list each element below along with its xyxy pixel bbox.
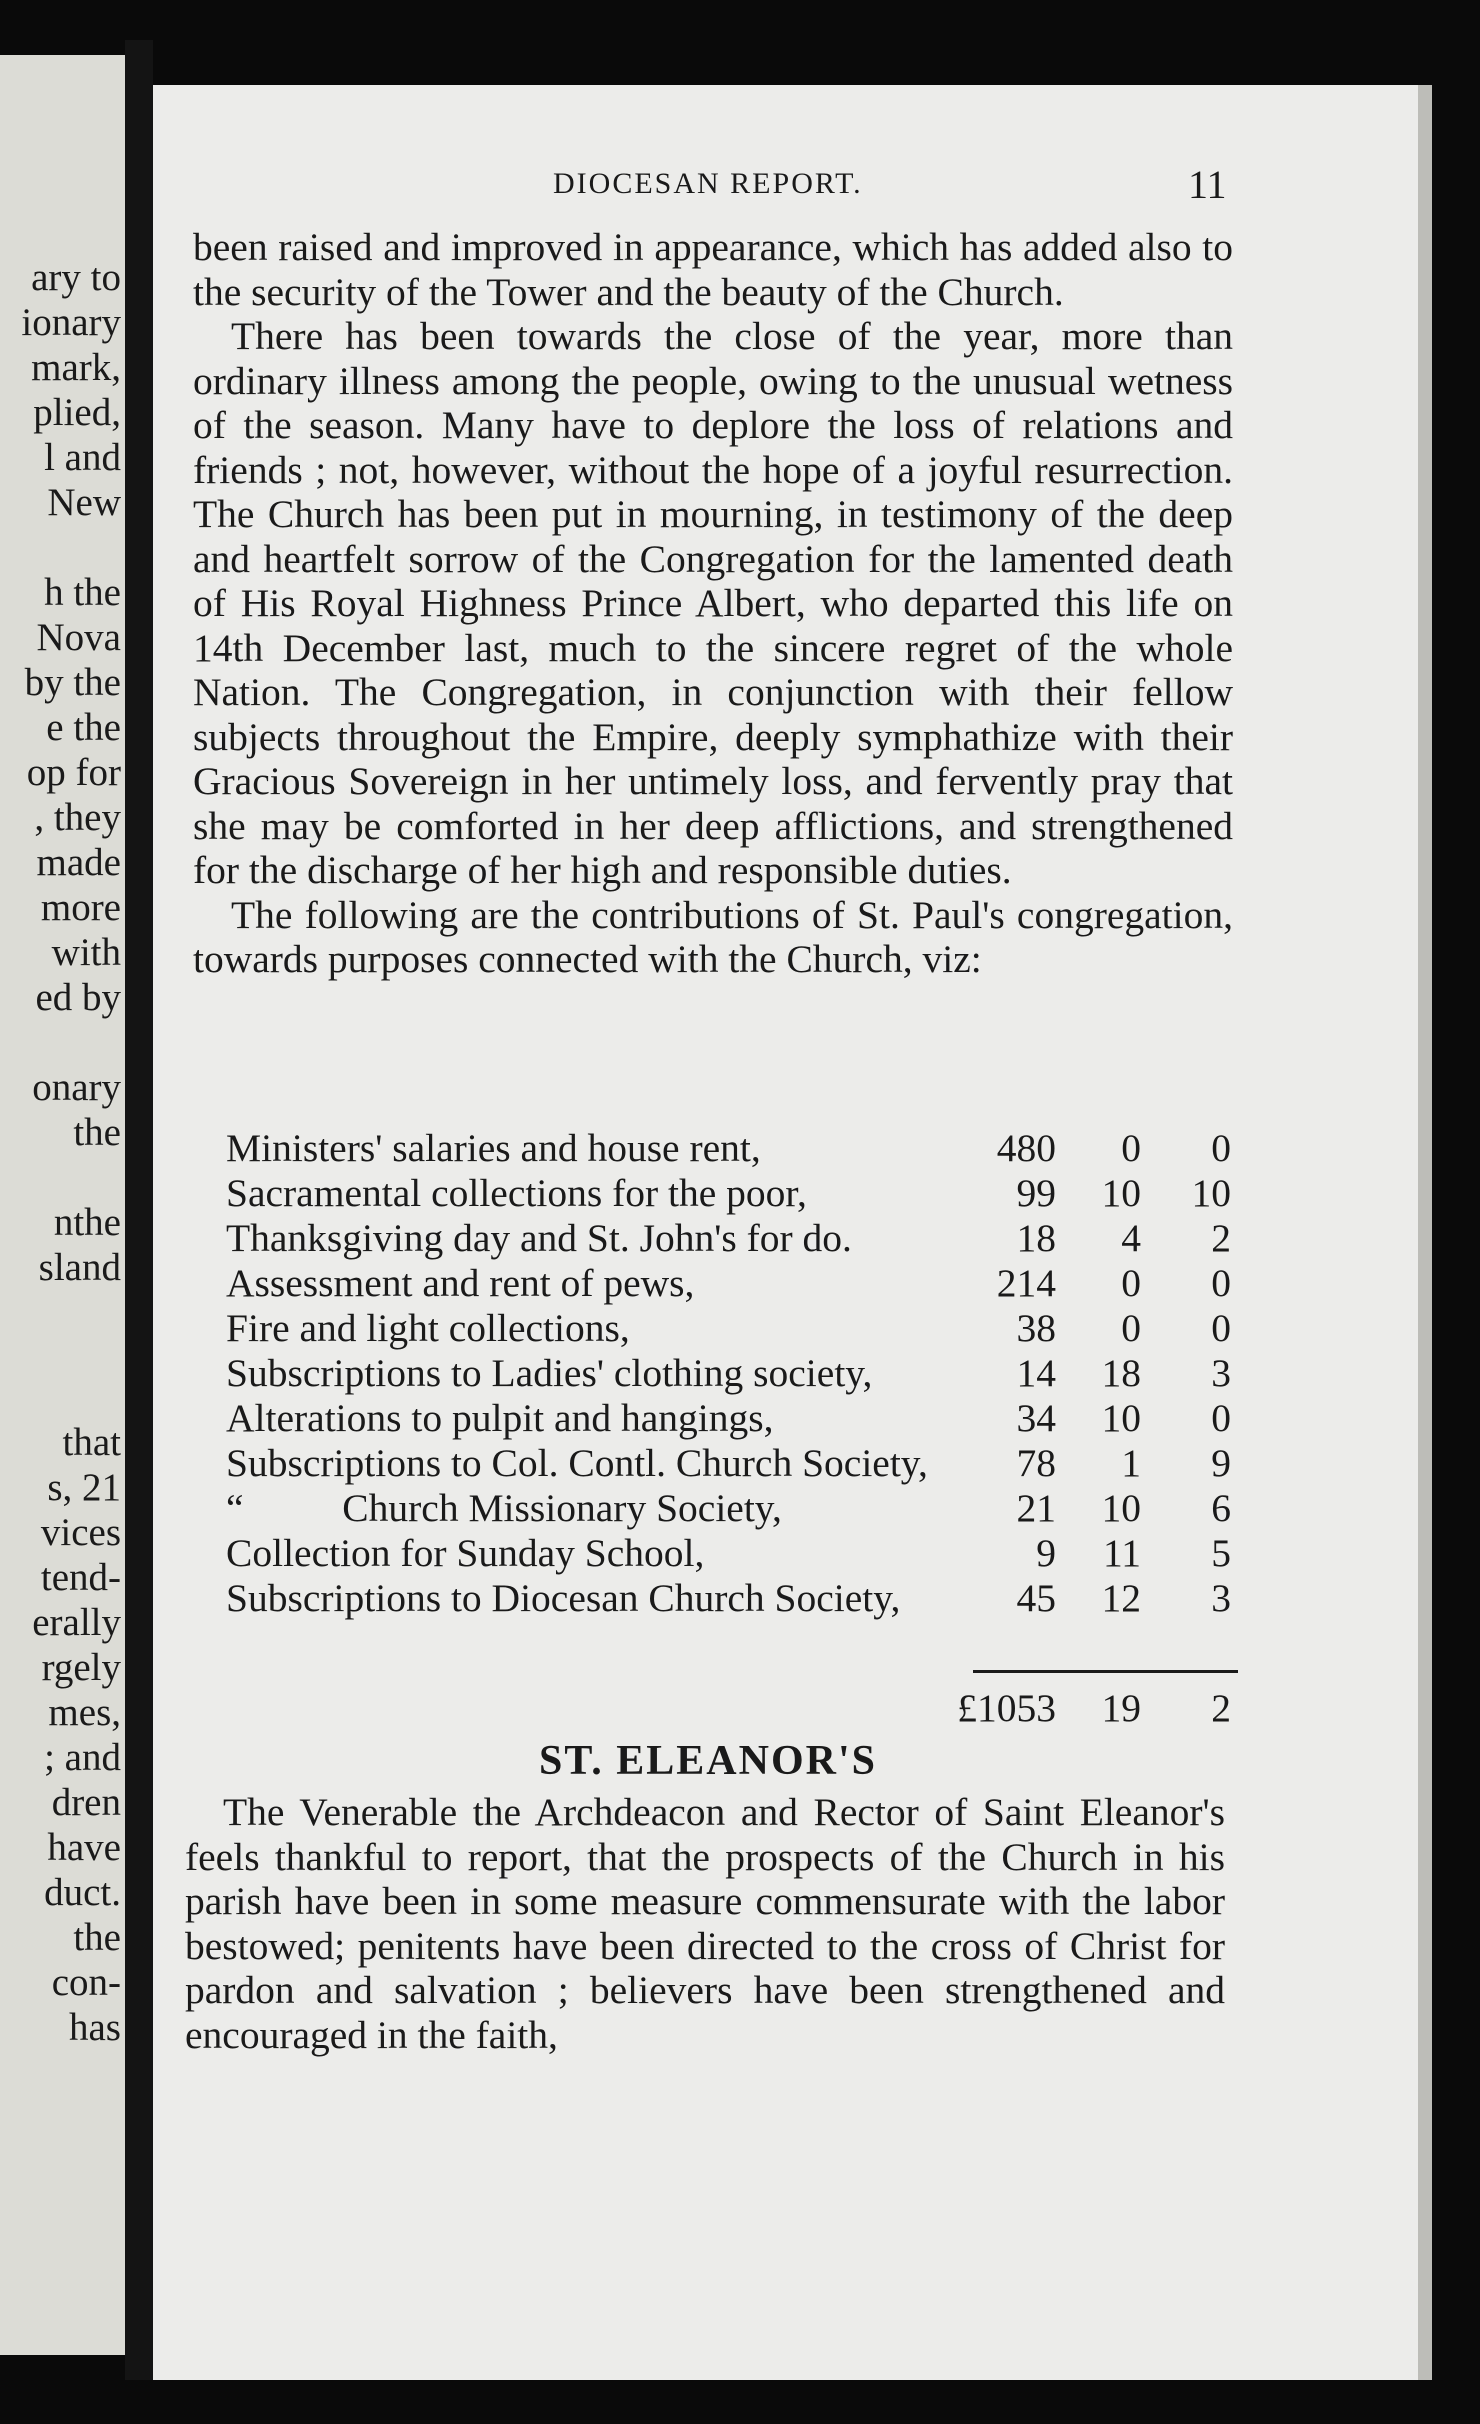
row-pence: 2	[1211, 1216, 1231, 1260]
facing-page-fragment: Nova	[36, 616, 121, 659]
row-pounds: 78	[1016, 1441, 1056, 1485]
paragraph: The Venerable the Archdeacon and Rector of Saint Eleanor's feels thankful to report, that the prospects of the Church in his parish have been in some measure commensurate with the labor bestowed; penitents have been directed to the cross of Christ for pardon and salvation ; believers have been strengthened and encouraged in the faith,	[185, 1790, 1225, 2057]
row-label: Ministers' salaries and house rent,	[226, 1126, 761, 1170]
row-label: Subscriptions to Diocesan Church Society,	[226, 1576, 901, 1620]
facing-page-fragment: has	[69, 2006, 121, 2049]
facing-page-fragment: , they	[34, 796, 121, 839]
row-pence: 5	[1211, 1531, 1231, 1575]
total-pounds: £1053	[957, 1686, 1056, 1730]
row-pence: 0	[1211, 1306, 1231, 1350]
row-pounds: 9	[1036, 1531, 1056, 1575]
facing-page-fragment: ed by	[35, 976, 121, 1019]
facing-page-fragment: sland	[38, 1246, 121, 1289]
facing-page-fragment: onary	[32, 1066, 121, 1109]
facing-page-edge	[0, 55, 125, 2355]
row-pounds: 21	[1016, 1486, 1056, 1530]
facing-page-fragment: with	[51, 931, 121, 974]
facing-page-fragment: rgely	[41, 1646, 121, 1689]
row-label: “ Church Missionary Society,	[226, 1486, 782, 1530]
row-pence: 9	[1211, 1441, 1231, 1485]
table-row	[226, 1485, 1231, 1531]
row-shillings: 10	[1101, 1171, 1141, 1215]
row-label: Subscriptions to Ladies' clothing society,	[226, 1351, 873, 1395]
row-pence: 6	[1211, 1486, 1231, 1530]
row-shillings: 12	[1101, 1576, 1141, 1620]
facing-page-fragment: by the	[24, 661, 121, 704]
facing-page-fragment: op for	[26, 751, 121, 794]
row-pence: 0	[1211, 1396, 1231, 1440]
table-row	[226, 1575, 1231, 1621]
facing-page-fragment: the	[73, 1111, 121, 1154]
total-row	[226, 1685, 1231, 1731]
total-rule	[973, 1670, 1238, 1673]
row-pence: 0	[1211, 1261, 1231, 1305]
facing-page-fragment: ionary	[21, 301, 121, 344]
book-gutter	[125, 40, 153, 2380]
facing-page-fragment: that	[62, 1421, 121, 1464]
facing-page-fragment: the	[73, 1916, 121, 1959]
facing-page-fragment: s, 21	[47, 1466, 121, 1509]
section-body	[185, 1790, 1225, 2057]
table-row	[226, 1125, 1231, 1171]
facing-page-fragment: l and	[44, 436, 121, 479]
table-row	[226, 1215, 1231, 1261]
row-label: Alterations to pulpit and hangings,	[226, 1396, 774, 1440]
facing-page-fragment: mes,	[48, 1691, 121, 1734]
row-shillings: 11	[1102, 1531, 1141, 1575]
row-pounds: 45	[1016, 1576, 1056, 1620]
facing-page-fragment: more	[40, 886, 121, 929]
row-label: Assessment and rent of pews,	[226, 1261, 695, 1305]
row-shillings: 0	[1121, 1306, 1141, 1350]
row-label: Thanksgiving day and St. John's for do.	[226, 1216, 852, 1260]
row-pounds: 214	[996, 1261, 1056, 1305]
facing-page-fragment: plied,	[33, 391, 121, 434]
row-shillings: 10	[1101, 1396, 1141, 1440]
row-pounds: 34	[1016, 1396, 1056, 1440]
facing-page-fragment: ary to	[31, 256, 121, 299]
facing-page-fragment: New	[47, 481, 121, 524]
row-pence: 3	[1211, 1576, 1231, 1620]
row-pounds: 14	[1016, 1351, 1056, 1395]
document-page	[153, 85, 1418, 2380]
row-pence: 0	[1211, 1126, 1231, 1170]
paragraph: The following are the contributions of St. Paul's congregation, towards purposes connected with the Church, viz:	[193, 892, 1233, 981]
paragraph: been raised and improved in appearance, which has added also to the security of the Tower and the beauty of the Church.	[193, 225, 1233, 314]
page-number: 11	[1188, 162, 1227, 207]
facing-page-fragment: mark,	[31, 346, 121, 389]
row-shillings: 18	[1101, 1351, 1141, 1395]
facing-page-fragment: made	[36, 841, 121, 884]
facing-page-fragment: e the	[46, 706, 121, 749]
row-shillings: 10	[1101, 1486, 1141, 1530]
row-shillings: 1	[1121, 1441, 1141, 1485]
facing-page-fragment: ; and	[44, 1736, 121, 1779]
table-row	[226, 1170, 1231, 1216]
row-label: Subscriptions to Col. Contl. Church Society,	[226, 1441, 928, 1485]
page-edge	[1418, 85, 1432, 2380]
facing-page-fragment: duct.	[44, 1871, 121, 1914]
facing-page-fragment: dren	[51, 1781, 121, 1824]
running-head-title: DIOCESAN REPORT.	[553, 167, 863, 200]
table-row	[226, 1350, 1231, 1396]
paragraph: There has been towards the close of the year, more than ordinary illness among the people, owing to the unusual wetness of the season. Many have to deplore the loss of relations and friends ; not, however, without the hope of a joyful resurrection. The Church has been put in mourning, in testimony of the deep and heartfelt sorrow of the Congregation for the lamented death of His Royal Highness Prince Albert, who departed this life on 14th December last, much to the sincere regret of the whole Nation. The Congregation, in conjunction with their fellow subjects throughout the Empire, deeply symphathize with their Gracious Sovereign in her untimely loss, and fervently pray that she may be comforted in her deep afflictions, and strengthened for the discharge of her high and responsible duties.	[193, 314, 1233, 892]
row-shillings: 0	[1121, 1261, 1141, 1305]
facing-page-fragment: con-	[51, 1961, 121, 2004]
row-label: Fire and light collections,	[226, 1306, 630, 1350]
table-row	[226, 1305, 1231, 1351]
row-pounds: 99	[1016, 1171, 1056, 1215]
row-label: Sacramental collections for the poor,	[226, 1171, 807, 1215]
row-pounds: 18	[1016, 1216, 1056, 1260]
table-row	[226, 1260, 1231, 1306]
facing-page-fragment: h the	[44, 571, 121, 614]
table-row	[226, 1530, 1231, 1576]
body-text	[193, 225, 1233, 982]
facing-page-fragment: nthe	[53, 1201, 121, 1244]
total-shillings: 19	[1101, 1686, 1141, 1730]
row-pounds: 480	[996, 1126, 1056, 1170]
row-pounds: 38	[1016, 1306, 1056, 1350]
facing-page-fragment: have	[47, 1826, 121, 1869]
section-heading: ST. ELEANOR'S	[539, 1738, 877, 1784]
table-row	[226, 1440, 1231, 1486]
table-row	[226, 1395, 1231, 1441]
row-pence: 10	[1191, 1171, 1231, 1215]
facing-page-fragment: vices	[40, 1511, 121, 1554]
row-shillings: 4	[1121, 1216, 1141, 1260]
row-pence: 3	[1211, 1351, 1231, 1395]
facing-page-fragment: erally	[32, 1601, 121, 1644]
row-shillings: 0	[1121, 1126, 1141, 1170]
row-label: Collection for Sunday School,	[226, 1531, 705, 1575]
total-pence: 2	[1211, 1686, 1231, 1730]
facing-page-fragment: tend-	[40, 1556, 121, 1599]
